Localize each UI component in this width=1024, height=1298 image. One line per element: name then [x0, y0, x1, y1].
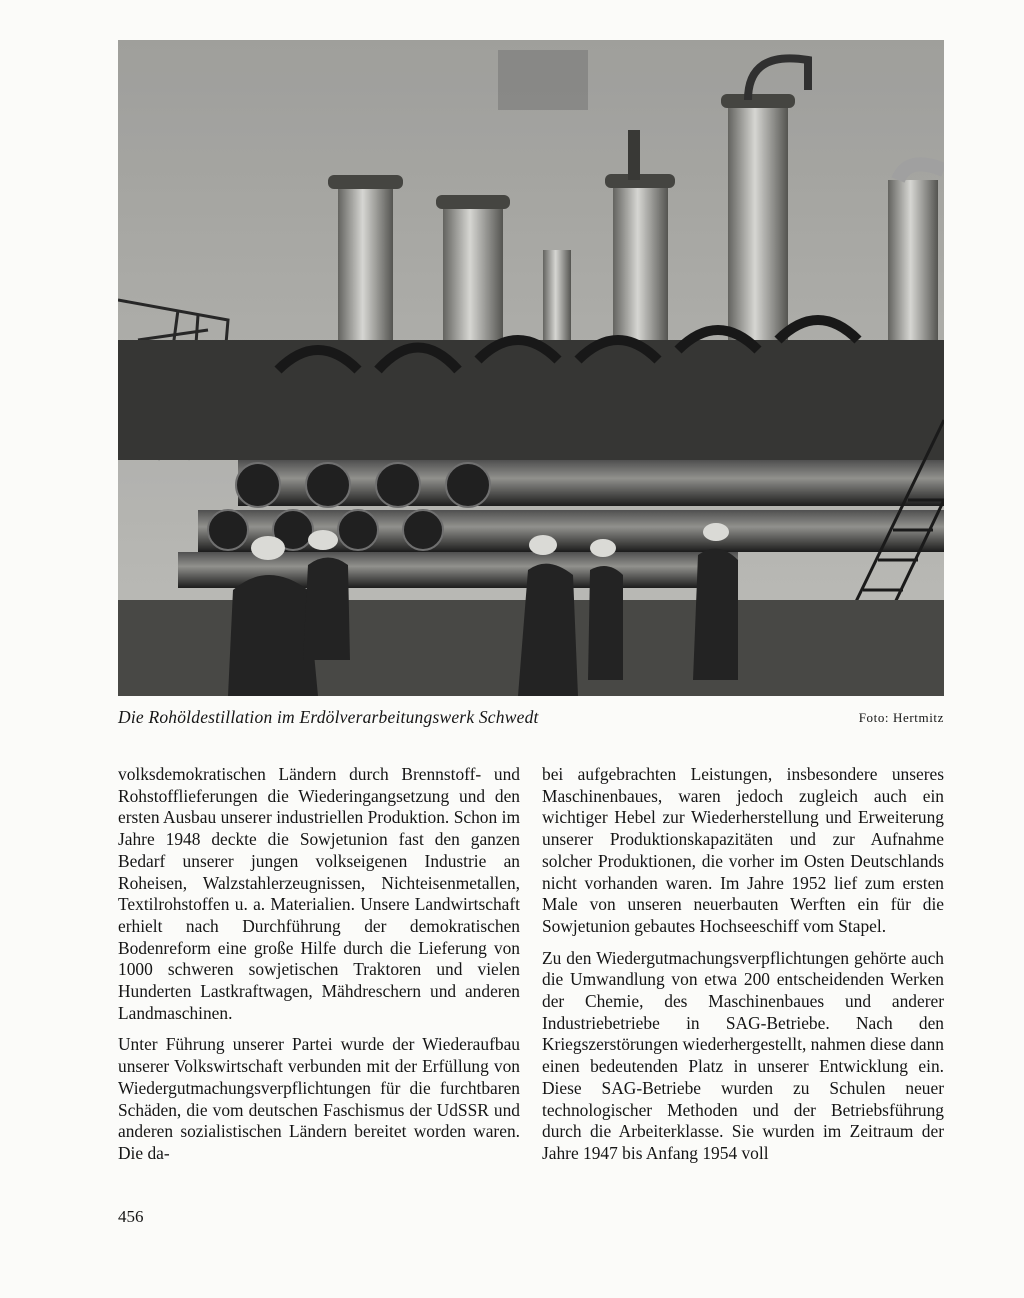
paragraph: Unter Führung unserer Partei wurde der Wiederaufbau unserer Volkswirtschaft verbunden mit der Erfüllung von Wiedergutmachungsverpflichtungen für die furchtbaren Schäden, die vom deutschen Faschismus der UdSSR und anderen sozialistischen Ländern bereitet worden waren. Die da- [118, 1034, 520, 1163]
page-number: 456 [118, 1207, 144, 1226]
paragraph: Zu den Wiedergutmachungsverpflichtungen gehörte auch die Umwandlung von etwa 200 entscheidenden Werken der Chemie, des Maschinenbaues und anderer Industriebetriebe in SAG-Betriebe. Nach den Kriegszerstörungen wiederhergestellt, nahmen diese dann einen bedeutenden Platz in unserer Entwicklung ein. Diese SAG-Betriebe wurden zu Schulen neuer technologischer Methoden und der Betriebsführung durch die Arbeiterklasse. Sie wurden im Zeitraum der Jahre 1947 bis Anfang 1954 voll [542, 947, 944, 1163]
refinery-photo [118, 40, 944, 696]
text-column-right [542, 764, 944, 1175]
caption-title: Die Rohöldestillation im Erdölverarbeitungswerk Schwedt [118, 707, 539, 727]
figure-caption [118, 707, 944, 733]
paragraph: volksdemokratischen Ländern durch Brennstoff- und Rohstofflieferungen die Wiederingangsetzung und den ersten Ausbau unserer industriellen Produktion. Schon im Jahre 1948 deckte die Sowjetunion fast den ganzen Bedarf unserer jungen volkseigenen Industrie an Roheisen, Walzstahlerzeugnissen, Nichteisenmetallen, Textilrohstoffen u. a. Materialien. Unsere Landwirtschaft erhielt nach Durchführung der demokratischen Bodenreform eine große Hilfe durch die Lieferung von 1000 schweren sowjetischen Traktoren und vielen Hunderten Lastkraftwagen, Mähdreschern und anderen Landmaschinen. [118, 764, 520, 1023]
refinery-illustration [118, 40, 944, 696]
paragraph: bei aufgebrachten Leistungen, insbesondere unseres Maschinenbaues, waren jedoch zugleich auch ein wichtiger Hebel zur Wiederherstellung und Erweiterung unserer Produktionskapazitäten und zur Aufnahme solcher Produktionen, die vorher im Osten Deutschlands nicht vorhanden waren. Im Jahre 1952 lief zum ersten Male von unseren neuerbauten Werften ein für die Sowjetunion gebautes Hochseeschiff vom Stapel. [542, 764, 944, 936]
text-column-left [118, 764, 520, 1175]
photo-credit: Foto: Hertmitz [858, 710, 944, 725]
